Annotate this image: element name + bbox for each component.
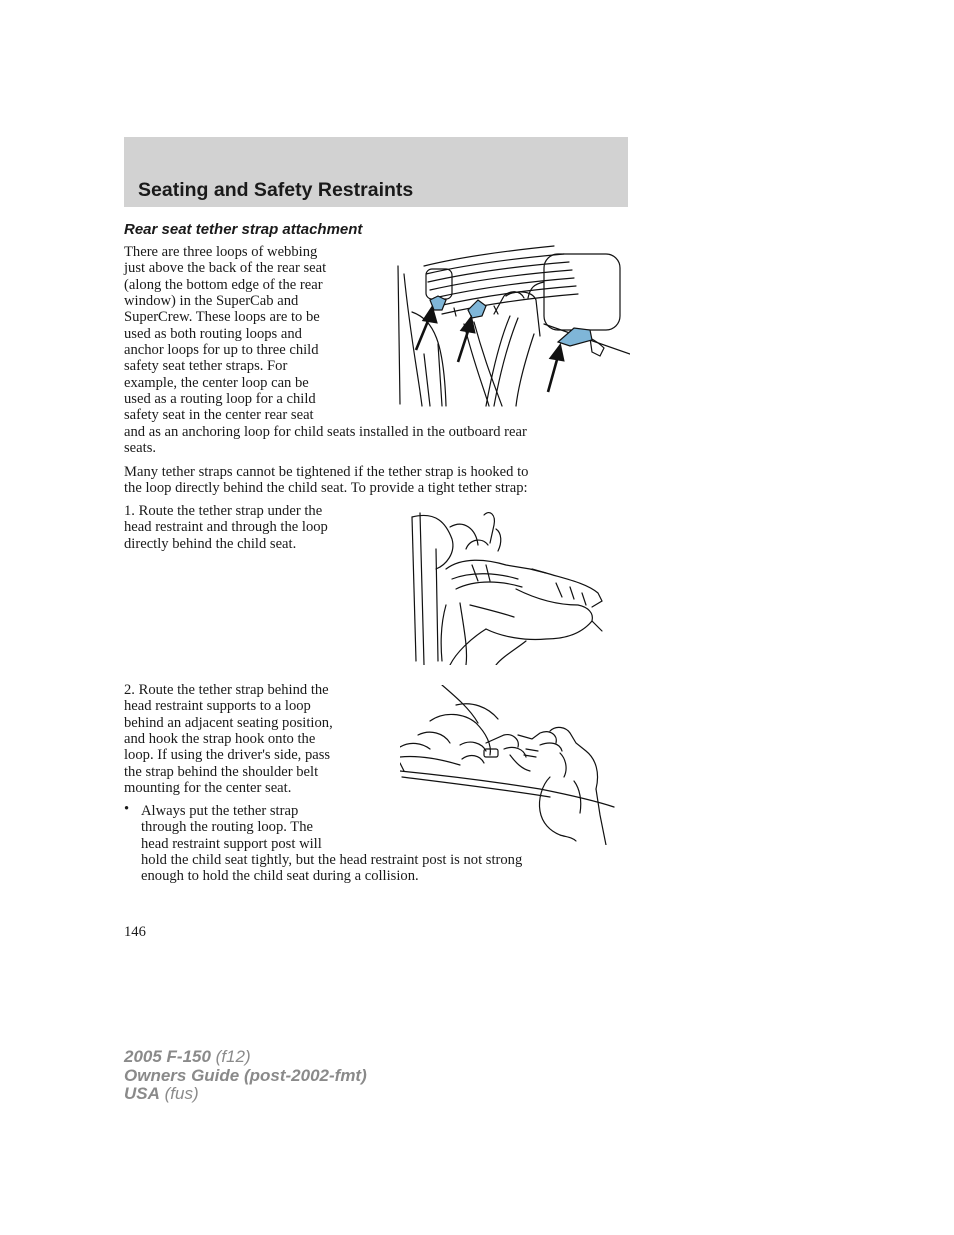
- bullet-continued: hold the child seat tightly, but the head restraint post is not strong enough to hold the child seat during a collision.: [141, 852, 523, 885]
- footer-line-2: [124, 1067, 367, 1086]
- bullet-marker: •: [124, 801, 130, 817]
- route-under-head-restraint-illustration: [406, 509, 606, 665]
- paragraph-1-wrapped: There are three loops of webbing just above the back of the rear seat (along the bottom edge of the rear window) in the SuperCab and SuperCrew. These loops are to be used as both routing loops and anchor loops for up to three child safety seat tether straps. For example, the center loop can be used as a routing loop for a child safety seat in the center rear seat: [124, 244, 327, 424]
- step-2: 2. Route the tether strap behind the head restraint supports to a loop behind an adjacent seating position, and hook the strap hook onto the loop. If using the driver's side, pass the strap behind the shoulder belt mounting for the center seat.: [124, 682, 333, 797]
- footer-model-info: [124, 1048, 367, 1104]
- footer-line-3: [124, 1085, 367, 1104]
- footer-market: USA: [124, 1084, 160, 1103]
- center-loop-icon: [468, 300, 486, 318]
- footer-market-code: (fus): [159, 1084, 199, 1103]
- subheading: Rear seat tether strap attachment: [124, 221, 363, 238]
- hook-strap-adjacent-loop-illustration: [400, 685, 616, 845]
- bullet-wrapped: Always put the tether strap through the routing loop. The head restraint support post will: [141, 803, 322, 852]
- rear-seat-loops-illustration: [394, 244, 630, 408]
- paragraph-1-continued: and as an anchoring loop for child seats installed in the outboard rear seats.: [124, 424, 527, 457]
- footer-line-1: [124, 1048, 367, 1067]
- footer-model-code: (f12): [210, 1047, 251, 1066]
- page-number: 146: [124, 924, 146, 940]
- footer-model: 2005 F-150: [124, 1047, 211, 1066]
- paragraph-2: Many tether straps cannot be tightened if the tether strap is hooked to the loop directly behind the child seat. To provide a tight tether strap:: [124, 464, 529, 497]
- footer-guide: Owners Guide (post-2002-fmt): [124, 1065, 367, 1085]
- section-title: Seating and Safety Restraints: [138, 179, 414, 201]
- step-1: 1. Route the tether strap under the head restraint and through the loop directly behind the child seat.: [124, 503, 328, 552]
